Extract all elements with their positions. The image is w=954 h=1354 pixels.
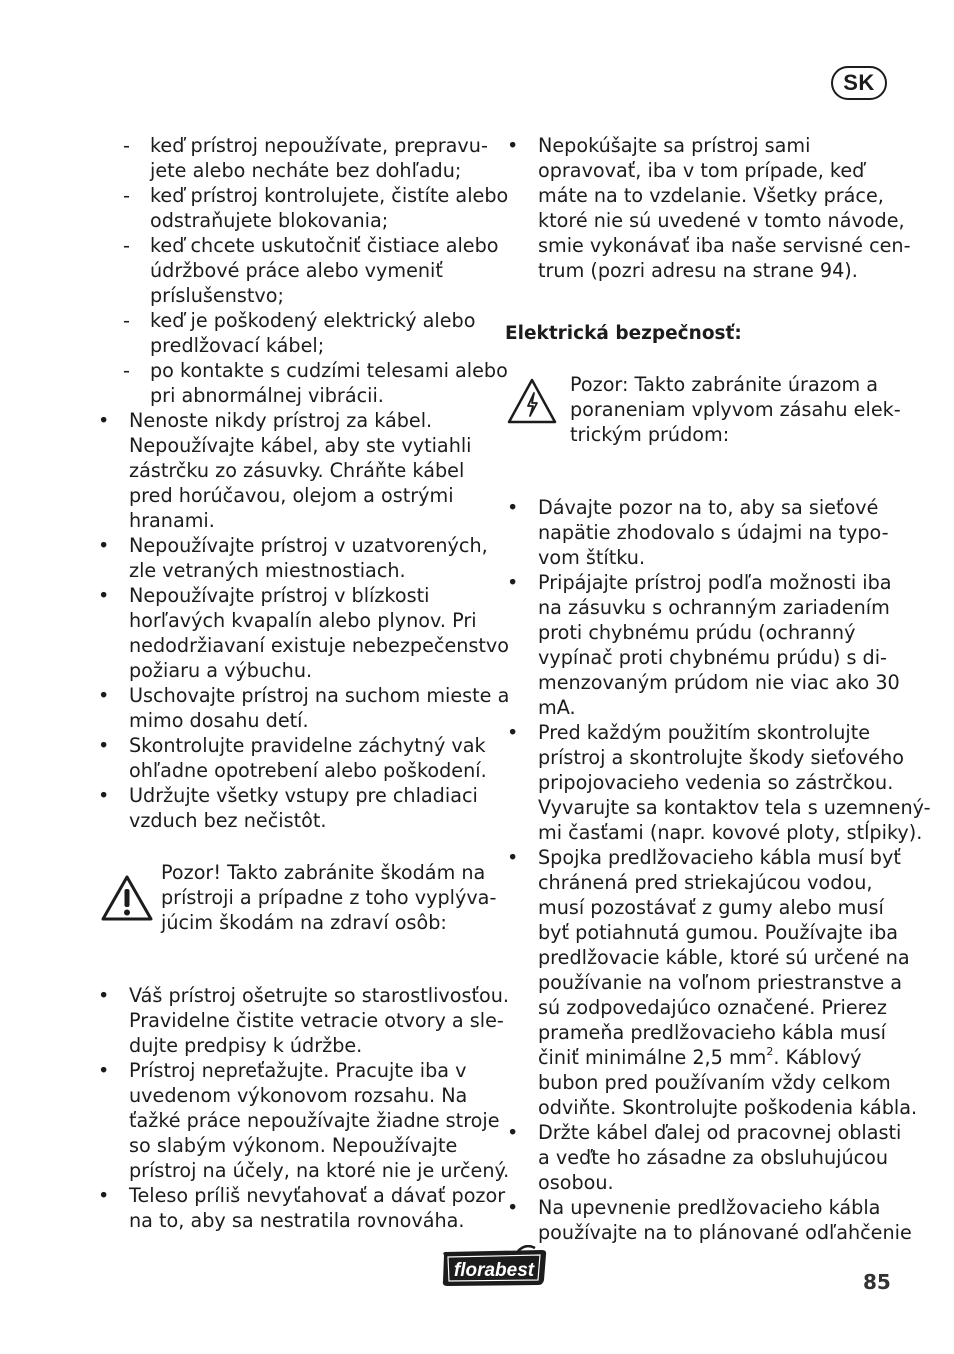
text-line: júcim škodám na zdraví osôb:: [161, 911, 447, 934]
text-line: Nepoužívajte kábel, aby ste vytiahli: [129, 434, 472, 457]
text-line: ťažké práce nepoužívajte žiadne stroje: [129, 1109, 500, 1132]
text-line: odviňte. Skontrolujte poškodenia kábla.: [538, 1096, 918, 1119]
text-line: • Pripájajte prístroj podľa možnosti iba: [538, 571, 892, 594]
text-line: musí pozostávať z gumy alebo musí: [538, 896, 884, 919]
text-line: poraneniam vplyvom zásahu elek-: [570, 398, 901, 421]
right-column: [505, 133, 931, 1245]
text-line: - po kontakte s cudzími telesami alebo: [150, 359, 508, 382]
text-line: jete alebo necháte bez dohľadu;: [150, 159, 462, 182]
text-line: prístroj a skontrolujte škody sieťového: [538, 746, 904, 769]
text-line: a veďte ho zásadne za obsluhujúcou: [538, 1146, 889, 1169]
text-line: • Na upevnenie predlžovacieho kábla: [538, 1196, 881, 1219]
text-line: prameňa predlžovacieho kábla musí: [538, 1021, 886, 1044]
list-item: [117, 133, 486, 183]
text-line: opravovať, iba v tom prípade, keď: [538, 159, 865, 182]
text-line: • Prístroj nepreťažujte. Pracujte iba v: [129, 1059, 467, 1082]
list-item: [96, 1058, 510, 1183]
text-line: - keď prístroj nepoužívate, prepravu-: [150, 134, 488, 157]
warning-block: [96, 860, 497, 960]
list-item: [505, 1195, 912, 1245]
text-line: vypínač proti chybnému prúdu) s di-: [538, 646, 887, 669]
list-item: [117, 183, 509, 233]
text-line: • Nepokúšajte sa prístroj sami: [538, 134, 811, 157]
text-line: vzduch bez nečistôt.: [129, 809, 327, 832]
list-item: [96, 1183, 506, 1233]
list-item: [505, 495, 900, 570]
list-item: [505, 720, 931, 845]
left-column: [96, 133, 510, 1233]
text-line: používajte na to plánované odľahčenie: [538, 1221, 912, 1244]
text-line: prístroji a prípadne z toho vyplýva-: [161, 886, 497, 909]
electric-hazard-icon: [506, 377, 558, 425]
list-item: [96, 683, 510, 733]
list-item: [505, 845, 918, 1120]
text-line: nedodržiavaní existuje nebezpečenstvo: [129, 634, 510, 657]
text-line: uvedenom výkonovom rozsahu. Na: [129, 1084, 468, 1107]
list-item: [117, 358, 508, 408]
text-line: proti chybnému prúdu (ochranný: [538, 621, 856, 644]
text-line: sú zodpovedajúco označené. Prierez: [538, 996, 887, 1019]
text-line: • Udržujte všetky vstupy pre chladiaci: [129, 784, 478, 807]
text-line: bubon pred používaním vždy celkom: [538, 1071, 891, 1094]
bullet-list: [505, 133, 911, 283]
list-item: [96, 983, 510, 1058]
text-line: • Váš prístroj ošetrujte so starostlivosťou.: [129, 984, 510, 1007]
text-line: • Spojka predlžovacieho kábla musí byť: [538, 846, 901, 869]
text-line: Pozor! Takto zabránite škodám na: [161, 861, 486, 884]
page-number: 85: [863, 1270, 891, 1294]
list-item: [505, 1120, 900, 1195]
warning-text: [161, 860, 496, 935]
text-line: požiaru a výbuchu.: [129, 659, 313, 682]
text-line: • Dávajte pozor na to, aby sa sieťové: [538, 496, 879, 519]
bullet-list: [96, 408, 510, 833]
text-line: • Nenoste nikdy prístroj za kábel.: [129, 409, 433, 432]
text-line: horľavých kvapalín alebo plynov. Pri: [129, 609, 477, 632]
text-line: • Držte kábel ďalej od pracovnej oblasti: [538, 1121, 902, 1144]
text-line: hranami.: [129, 509, 215, 532]
text-line: so slabým výkonom. Nepoužívajte: [129, 1134, 458, 1157]
text-line: mimo dosahu detí.: [129, 709, 309, 732]
text-line: máte na to vzdelanie. Všetky práce,: [538, 184, 884, 207]
bullet-list: [505, 495, 931, 845]
text-line: - keď prístroj kontrolujete, čistíte alebo: [150, 184, 509, 207]
text-line: • Nepoužívajte prístroj v uzatvorených,: [129, 534, 488, 557]
text-line: trum (pozri adresu na strane 94).: [538, 259, 858, 282]
text-line: byť potiahnutá gumou. Používajte iba: [538, 921, 899, 944]
text-line: zle vetraných miestnostiach.: [129, 559, 406, 582]
text-line: napätie zhodovalo s údajmi na typo-: [538, 521, 889, 544]
dash-list: [117, 133, 509, 408]
text-line: príslušenstvo;: [150, 284, 284, 307]
text-line: chránená pred striekajúcou vodou,: [538, 871, 873, 894]
bullet-list: [96, 983, 510, 1233]
text-line: smie vykonávať iba naše servisné cen-: [538, 234, 911, 257]
text-line: prístroj na účely, na ktoré nie je určený.: [129, 1159, 510, 1182]
bullet-list: [505, 845, 918, 1120]
text-line: vom štítku.: [538, 546, 646, 569]
text-line: pred horúčavou, olejom a ostrými: [129, 484, 454, 507]
list-item: [505, 570, 900, 720]
text-line: odstraňujete blokovania;: [150, 209, 389, 232]
bullet-list: [505, 1120, 912, 1245]
text-line: • Teleso príliš nevyťahovať a dávať pozor: [129, 1184, 506, 1207]
text-line: pripojovacieho vedenia so zástrčkou.: [538, 771, 894, 794]
text-line: dujte predpisy k údržbe.: [129, 1034, 363, 1057]
text-line: • Uschovajte prístroj na suchom mieste a: [129, 684, 510, 707]
warning-exclamation-icon: [100, 874, 154, 922]
text-line: mA.: [538, 696, 576, 719]
warning-block: [505, 372, 900, 472]
language-badge: SK: [831, 66, 887, 100]
text-line: zástrčku zo zásuvky. Chráňte kábel: [129, 459, 465, 482]
text-line: predlžovacie káble, ktoré sú určené na: [538, 946, 910, 969]
text-line: na zásuvku s ochranným zariadením: [538, 596, 890, 619]
text-line: trickým prúdom:: [570, 423, 730, 446]
florabest-logo: [438, 1245, 551, 1289]
list-item: [96, 408, 486, 533]
text-line: mi časťami (napr. kovové ploty, stĺpiky).: [538, 821, 923, 844]
text-line: - keď chcete uskutočniť čistiace alebo: [150, 234, 499, 257]
text-line: menzovaným prúdom nie viac ako 30: [538, 671, 900, 694]
text-line: - keď je poškodený elektrický alebo: [150, 309, 476, 332]
text-line: používanie na voľnom priestranstve a: [538, 971, 903, 994]
text-line: činiť minimálne 2,5 $mm^2$. Káblový: [538, 1045, 862, 1069]
list-item: [96, 783, 486, 833]
list-item: [96, 533, 486, 583]
text-line: osobou.: [538, 1171, 614, 1194]
text-line: ktoré nie sú uvedené v tomto návode,: [538, 209, 905, 232]
list-item: [96, 583, 510, 683]
text-line: ohľadne opotrebení alebo poškodení.: [129, 759, 487, 782]
text-line: • Skontrolujte pravidelne záchytný vak: [129, 734, 486, 757]
list-item: [117, 308, 486, 358]
text-line: Pozor: Takto zabránite úrazom a: [570, 373, 879, 396]
text-line: predlžovací kábel;: [150, 334, 325, 357]
list-item: [117, 233, 499, 308]
text-line: Vyvarujte sa kontaktov tela s uzemnený-: [538, 796, 931, 819]
text-line: pri abnormálnej vibrácii.: [150, 384, 384, 407]
text-line: • Pred každým použitím skontrolujte: [538, 721, 871, 744]
section-heading: Elektrická bezpečnosť:: [505, 323, 742, 344]
text-line: na to, aby sa nestratila rovnováha.: [129, 1209, 465, 1232]
text-line: • Nepoužívajte prístroj v blízkosti: [129, 584, 430, 607]
warning-text: [570, 372, 901, 447]
list-item: [505, 133, 911, 283]
text-line: údržbové práce alebo vymeniť: [150, 259, 443, 282]
text-line: Pravidelne čistite vetracie otvory a sle-: [129, 1009, 504, 1032]
svg-text:florabest: florabest: [453, 1260, 535, 1281]
list-item: [96, 733, 486, 783]
